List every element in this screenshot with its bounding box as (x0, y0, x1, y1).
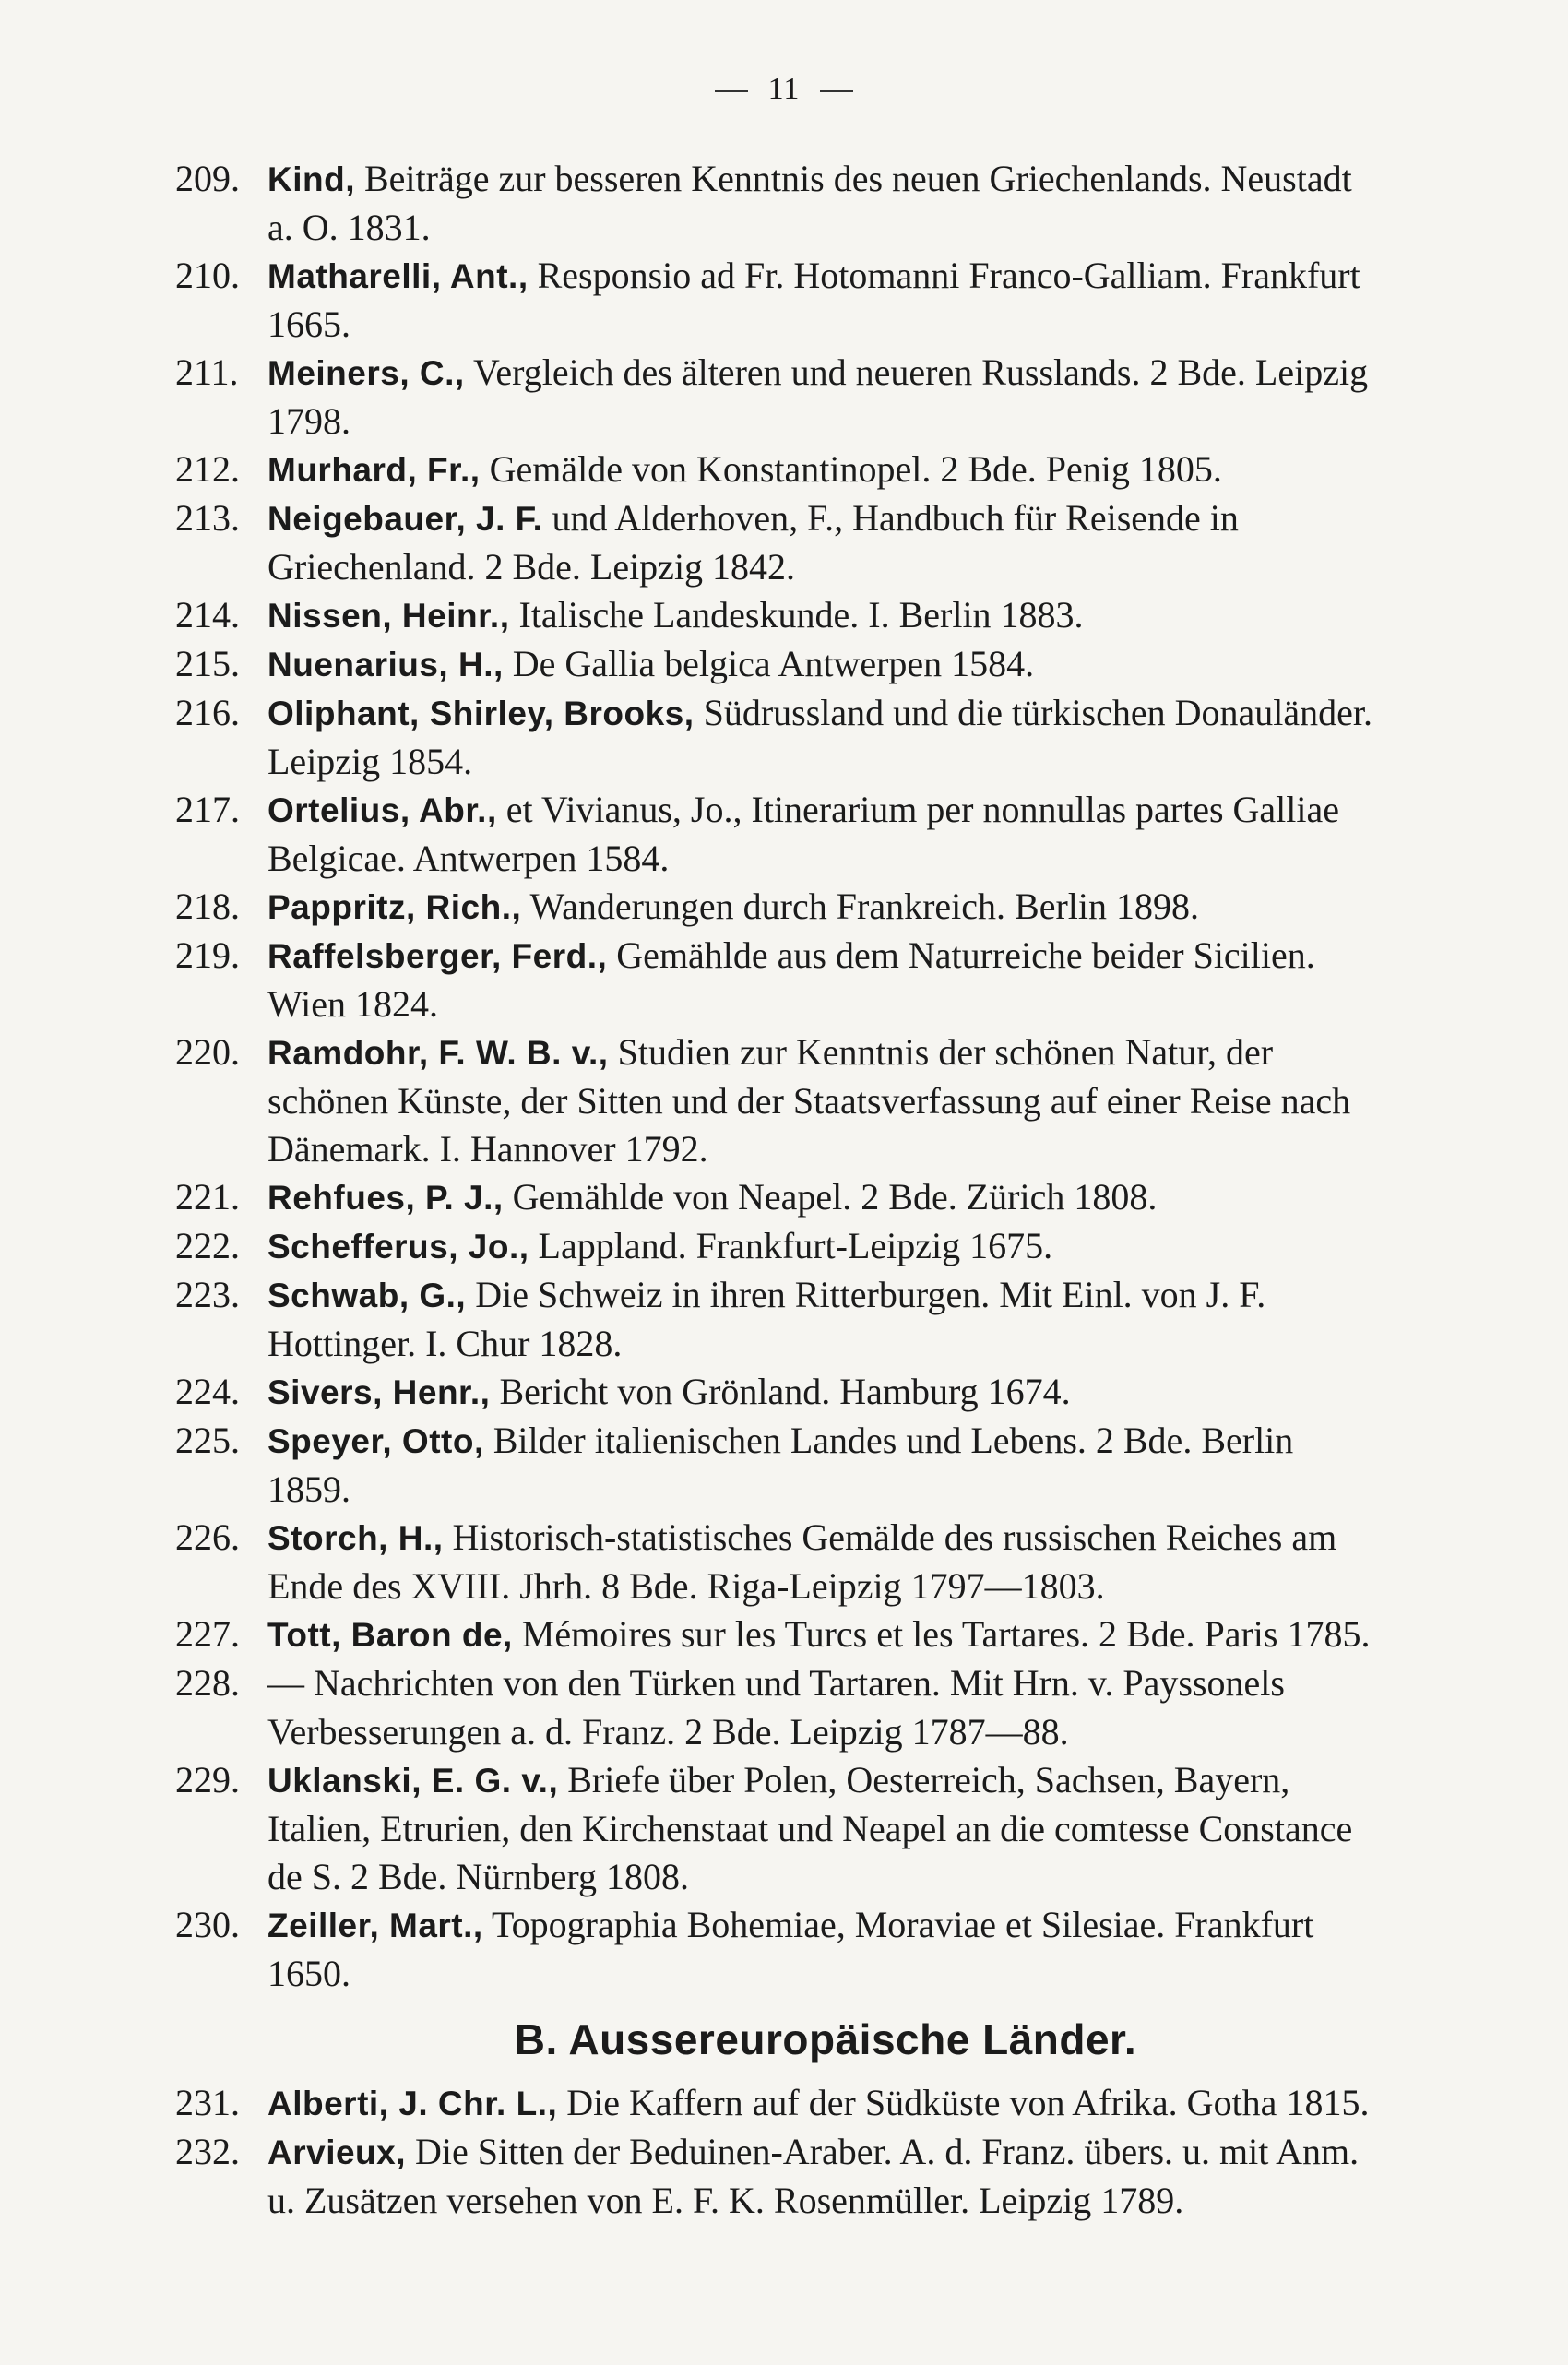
entry-number: 224. (175, 1371, 240, 1412)
entry-author: Ramdohr, F. W. B. v., (267, 1034, 609, 1072)
entry-text: et Vivianus, Jo., Itinerarium per nonnullas partes Galliae Belgicae. Antwerpen 1584. (267, 789, 1340, 879)
bibliography-entry (175, 689, 1384, 786)
entry-text: und Alderhoven, F., Handbuch für Reisende in Griechenland. 2 Bde. Leipzig 1842. (267, 497, 1239, 588)
entry-text: — Nachrichten von den Türken und Tartaren. Mit Hrn. v. Payssonels Verbesserungen a. d. Franz. 2 Bde. Leipzig 1787—88. (267, 1662, 1285, 1753)
bibliography-entry (175, 1514, 1384, 1610)
entry-number: 210. (175, 255, 240, 296)
folio-dash-right (820, 90, 853, 92)
entry-author: Nuenarius, H., (267, 646, 504, 683)
entry-text: Gemählde aus dem Naturreiche beider Sicilien. Wien 1824. (267, 934, 1315, 1025)
entry-number: 223. (175, 1274, 240, 1315)
entry-author: Schefferus, Jo., (267, 1228, 529, 1266)
entry-number: 222. (175, 1225, 240, 1266)
entry-text: Italische Landeskunde. I. Berlin 1883. (518, 594, 1084, 636)
bibliography-entry (175, 1659, 1384, 1756)
entry-author: Raffelsberger, Ferd., (267, 937, 608, 975)
entry-number: 211. (175, 351, 239, 393)
entry-text: Die Sitten der Beduinen-Araber. A. d. Franz. übers. u. mit Anm. u. Zusätzen versehen von E. F. K. Rosenmüller. Leipzig 1789. (267, 2131, 1360, 2221)
entry-text: Bericht von Grönland. Hamburg 1674. (499, 1371, 1071, 1412)
bibliography-entry (175, 1173, 1384, 1222)
entry-author: Sivers, Henr., (267, 1373, 491, 1411)
entry-author: Ortelius, Abr., (267, 791, 497, 829)
entry-number: 228. (175, 1662, 240, 1704)
entry-author: Oliphant, Shirley, Brooks, (267, 695, 695, 732)
entry-number: 230. (175, 1904, 240, 1945)
bibliography-entry (175, 1417, 1384, 1514)
entry-author: Meiners, C., (267, 354, 465, 392)
entry-author: Pappritz, Rich., (267, 888, 522, 926)
section-heading: B. Aussereuropäische Länder. (514, 2015, 1137, 2063)
entry-number: 214. (175, 594, 240, 636)
entry-number: 225. (175, 1420, 240, 1461)
entries-section-a (175, 155, 1384, 1998)
entry-author: Kind, (267, 160, 355, 198)
entry-author: Rehfues, P. J., (267, 1179, 504, 1217)
bibliography-entry (175, 786, 1384, 883)
entry-author: Schwab, G., (267, 1277, 467, 1314)
entry-text: Gemälde von Konstantinopel. 2 Bde. Penig 1805. (489, 448, 1222, 490)
entry-author: Tott, Baron de, (267, 1616, 513, 1654)
bibliography-entry (175, 2128, 1384, 2225)
entry-author: Zeiller, Mart., (267, 1907, 483, 1944)
entry-author: Alberti, J. Chr. L., (267, 2085, 558, 2122)
bibliography-entry (175, 591, 1384, 640)
bibliography-entry (175, 349, 1384, 446)
entry-text: Bilder italienischen Landes und Lebens. 2 Bde. Berlin 1859. (267, 1420, 1294, 1510)
entry-text: Lappland. Frankfurt-Leipzig 1675. (538, 1225, 1053, 1266)
entry-number: 232. (175, 2131, 240, 2172)
entry-number: 226. (175, 1516, 240, 1558)
bibliography-entry (175, 932, 1384, 1028)
entry-number: 218. (175, 885, 240, 927)
folio-dash-left (715, 90, 748, 92)
bibliography-entry (175, 1901, 1384, 1998)
entry-author: Murhard, Fr., (267, 451, 481, 489)
bibliography-entry (175, 883, 1384, 932)
page-number (0, 72, 1568, 107)
bibliography-entry (175, 1610, 1384, 1659)
page-number-text: 11 (767, 72, 801, 106)
bibliography-entry (175, 252, 1384, 349)
entry-number: 227. (175, 1613, 240, 1655)
bibliography-entry (175, 1271, 1384, 1368)
entry-text: Die Kaffern auf der Südküste von Afrika. Gotha 1815. (566, 2082, 1370, 2123)
entry-number: 215. (175, 643, 240, 684)
entry-text: Wanderungen durch Frankreich. Berlin 1898. (529, 885, 1199, 927)
bibliography-entry (175, 1368, 1384, 1417)
bibliography-entry (175, 1028, 1384, 1173)
entry-text: Topographia Bohemiae, Moraviae et Silesiae. Frankfurt 1650. (267, 1904, 1314, 1994)
entry-text: De Gallia belgica Antwerpen 1584. (512, 643, 1035, 684)
entry-author: Matharelli, Ant., (267, 257, 529, 295)
entries-section-b (175, 2079, 1384, 2225)
entry-text: Gemählde von Neapel. 2 Bde. Zürich 1808. (512, 1176, 1158, 1218)
entry-number: 209. (175, 158, 240, 199)
entry-author: Uklanski, E. G. v., (267, 1762, 559, 1800)
entry-number: 231. (175, 2082, 240, 2123)
bibliography-entry (175, 155, 1384, 252)
entry-text: Historisch-statistisches Gemälde des russischen Reiches am Ende des XVIII. Jhrh. 8 Bde. Riga-Leipzig 1797—1803. (267, 1516, 1337, 1607)
entry-number: 217. (175, 789, 240, 830)
bibliography-entry (175, 640, 1384, 689)
bibliography-entry (175, 1756, 1384, 1901)
entry-author: Neigebauer, J. F. (267, 500, 543, 538)
entry-text: Vergleich des älteren und neueren Russlands. 2 Bde. Leipzig 1798. (267, 351, 1369, 442)
entry-number: 212. (175, 448, 240, 490)
bibliography-entry (175, 494, 1384, 591)
entry-number: 220. (175, 1031, 240, 1073)
bibliography-entry (175, 446, 1384, 494)
entry-text: Responsio ad Fr. Hotomanni Franco-Galliam. Frankfurt 1665. (267, 255, 1360, 345)
bibliography-list (175, 155, 1384, 2225)
entry-text: Südrussland und die türkischen Donauländer. Leipzig 1854. (267, 692, 1373, 782)
entry-number: 219. (175, 934, 240, 976)
entry-text: Studien zur Kenntnis der schönen Natur, der schönen Künste, der Sitten und der Staatsverfassung auf einer Reise nach Dänemark. I. Hannover 1792. (267, 1031, 1351, 1170)
entry-text: Beiträge zur besseren Kenntnis des neuen Griechenlands. Neustadt a. O. 1831. (267, 158, 1352, 248)
entry-number: 216. (175, 692, 240, 733)
bibliography-entry (175, 1222, 1384, 1271)
entry-text: Die Schweiz in ihren Ritterburgen. Mit Einl. von J. F. Hottinger. I. Chur 1828. (267, 1274, 1266, 1364)
bibliography-entry (175, 2079, 1384, 2128)
entry-author: Speyer, Otto, (267, 1422, 484, 1460)
entry-number: 221. (175, 1176, 240, 1218)
entry-number: 213. (175, 497, 240, 539)
entry-author: Arvieux, (267, 2133, 407, 2171)
entry-text: Briefe über Polen, Oesterreich, Sachsen, Bayern, Italien, Etrurien, den Kirchenstaat und Neapel an die comtesse Constance de S. 2 Bde. Nürnberg 1808. (267, 1759, 1353, 1897)
entry-author: Storch, H., (267, 1519, 444, 1557)
entry-text: Mémoires sur les Turcs et les Tartares. 2 Bde. Paris 1785. (521, 1613, 1371, 1655)
entry-number: 229. (175, 1759, 240, 1800)
entry-author: Nissen, Heinr., (267, 597, 510, 635)
